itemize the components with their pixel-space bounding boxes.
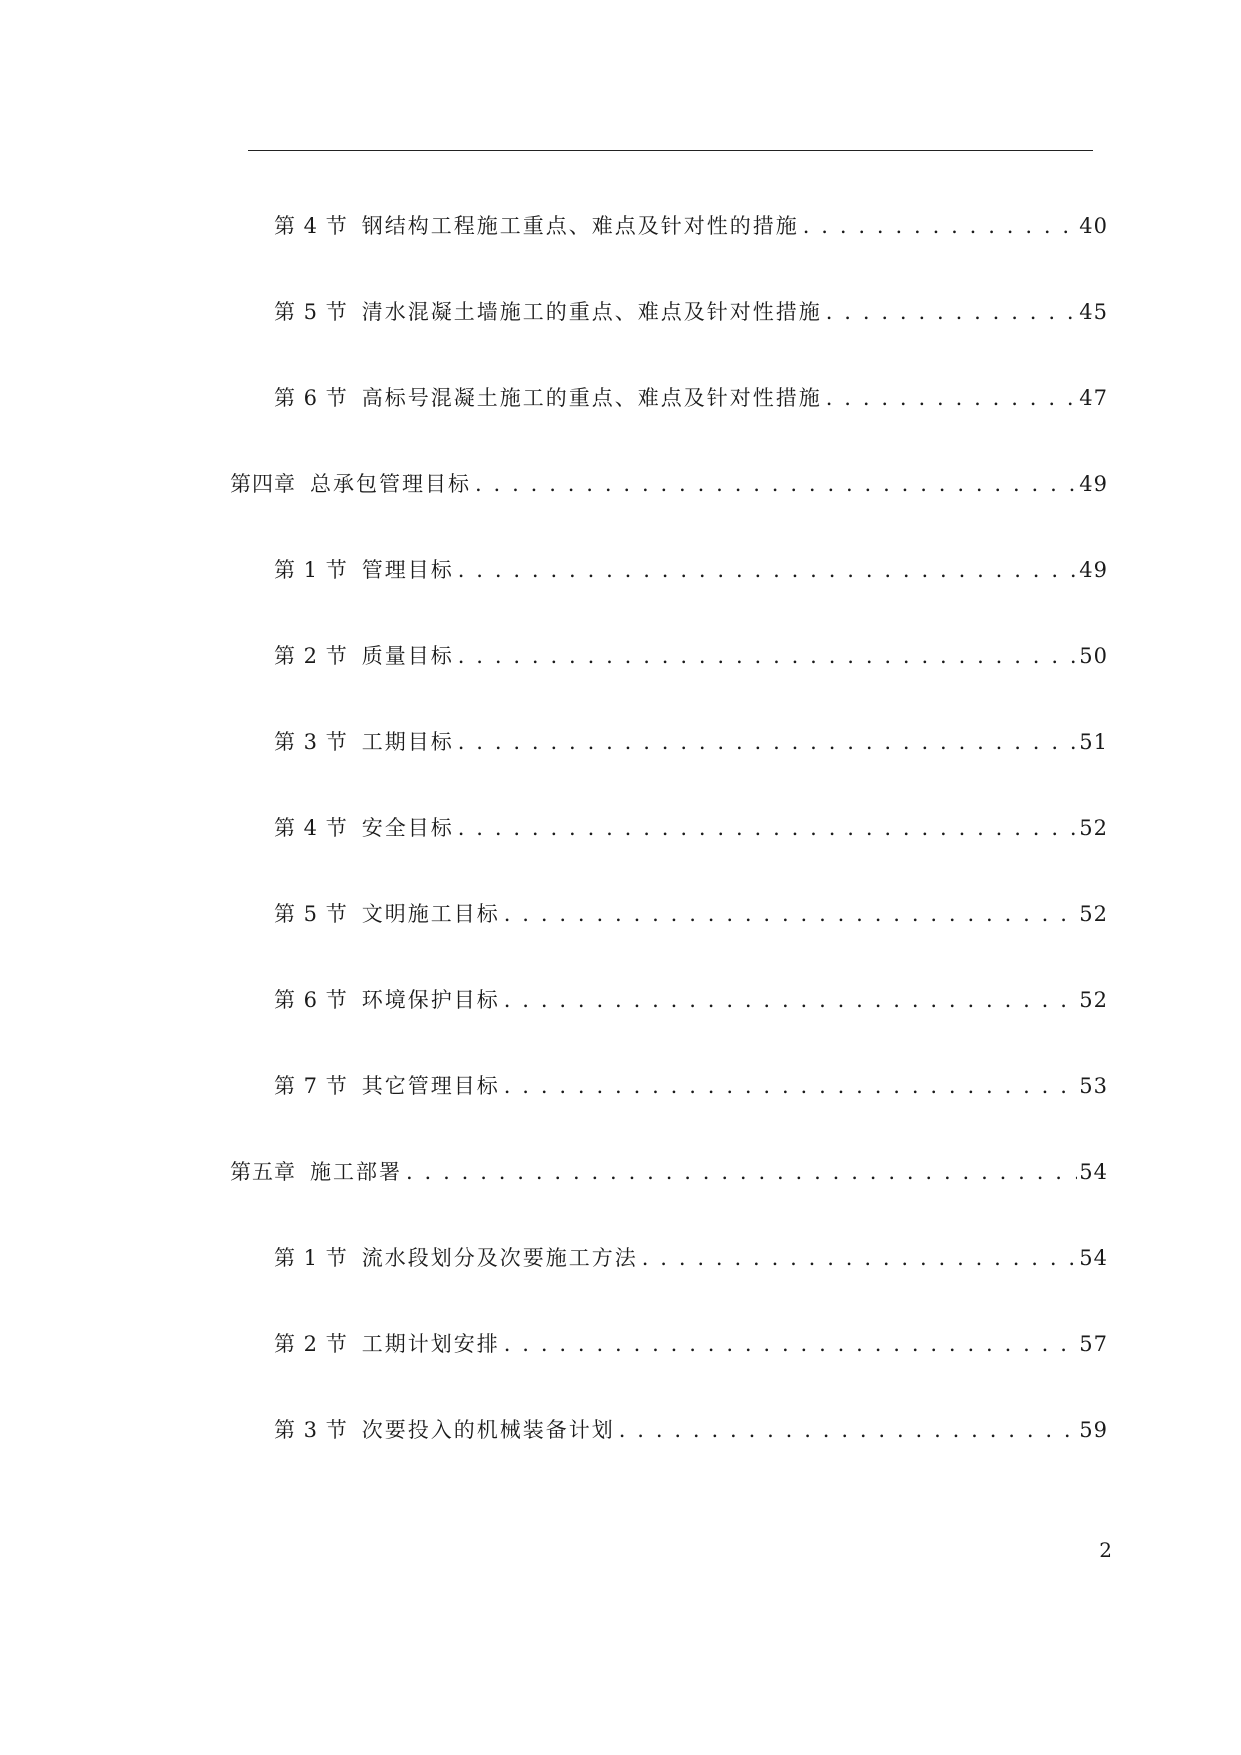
- toc-entry-page: 45: [1079, 300, 1108, 324]
- toc-entry-page: 54: [1079, 1160, 1108, 1184]
- toc-entry[interactable]: [274, 550, 1108, 590]
- dot-leader: [504, 894, 1078, 934]
- dot-leader: [458, 636, 1078, 676]
- toc-entry-page: 52: [1079, 902, 1108, 926]
- toc-entry-number: 第 5 节: [274, 300, 348, 324]
- toc-entry[interactable]: [274, 292, 1108, 332]
- toc-entry-page: 47: [1079, 386, 1108, 410]
- toc-entry[interactable]: [274, 722, 1108, 762]
- dot-leader: [475, 464, 1077, 504]
- toc-entry-title: 工期目标: [361, 730, 454, 754]
- toc-chapter-title: 施工部署: [310, 1160, 402, 1184]
- toc-entry[interactable]: [274, 808, 1108, 848]
- toc-entry[interactable]: [274, 1410, 1108, 1450]
- toc-entry-page: 57: [1079, 1332, 1108, 1356]
- toc-entry-page: 59: [1079, 1418, 1108, 1442]
- dot-leader: [826, 292, 1078, 332]
- toc-entry-title: 安全目标: [361, 816, 454, 840]
- toc-entry-page: 52: [1079, 816, 1108, 840]
- toc-entry-page: 52: [1079, 988, 1108, 1012]
- toc-entry-number: 第 3 节: [274, 1418, 348, 1442]
- dot-leader: [642, 1238, 1078, 1278]
- toc-entry[interactable]: [274, 1324, 1108, 1364]
- toc-entry-title: 文明施工目标: [361, 902, 500, 926]
- toc-entry[interactable]: [274, 1066, 1108, 1106]
- toc-entry-title: 流水段划分及次要施工方法: [361, 1246, 638, 1270]
- toc-entry[interactable]: [274, 636, 1108, 676]
- toc-chapter-number: 第五章: [230, 1160, 296, 1184]
- toc-entry-page: 50: [1079, 644, 1108, 668]
- dot-leader: [826, 378, 1078, 418]
- toc-entry-page: 53: [1079, 1074, 1108, 1098]
- toc-entry[interactable]: [274, 1238, 1108, 1278]
- toc-entry-number: 第 6 节: [274, 386, 348, 410]
- toc-entry-page: 51: [1079, 730, 1108, 754]
- toc-entry-number: 第 7 节: [274, 1074, 348, 1098]
- dot-leader: [504, 980, 1078, 1020]
- toc-entry-number: 第 4 节: [274, 816, 348, 840]
- dot-leader: [406, 1152, 1077, 1192]
- dot-leader: [803, 206, 1078, 246]
- toc-entry[interactable]: [274, 206, 1108, 246]
- toc-entry-page: 49: [1079, 472, 1108, 496]
- dot-leader: [619, 1410, 1078, 1450]
- toc-entry[interactable]: [274, 980, 1108, 1020]
- page-number: 2: [1099, 1538, 1112, 1562]
- toc-entry-title: 钢结构工程施工重点、难点及针对性的措施: [361, 214, 799, 238]
- toc-entry[interactable]: [274, 378, 1108, 418]
- toc-entry-number: 第 3 节: [274, 730, 348, 754]
- toc-entry-number: 第 1 节: [274, 1246, 348, 1270]
- toc-entry-title: 其它管理目标: [361, 1074, 500, 1098]
- toc-entry-title: 环境保护目标: [361, 988, 500, 1012]
- toc-entry-number: 第 4 节: [274, 214, 348, 238]
- dot-leader: [504, 1066, 1078, 1106]
- toc-entry-page: 54: [1079, 1246, 1108, 1270]
- toc-entry-title: 清水混凝土墙施工的重点、难点及针对性措施: [361, 300, 822, 324]
- dot-leader: [458, 808, 1078, 848]
- toc-entry-number: 第 1 节: [274, 558, 348, 582]
- toc-entry-number: 第 2 节: [274, 644, 348, 668]
- toc-chapter[interactable]: [230, 464, 1108, 504]
- dot-leader: [458, 550, 1078, 590]
- toc-entry-page: 40: [1079, 214, 1108, 238]
- dot-leader: [458, 722, 1078, 762]
- dot-leader: [504, 1324, 1078, 1364]
- toc-entry-title: 高标号混凝土施工的重点、难点及针对性措施: [361, 386, 822, 410]
- toc-entry-title: 管理目标: [361, 558, 454, 582]
- toc-chapter-title: 总承包管理目标: [310, 472, 471, 496]
- toc-entry-title: 次要投入的机械装备计划: [361, 1418, 615, 1442]
- toc-entry-page: 49: [1079, 558, 1108, 582]
- toc-entry-number: 第 2 节: [274, 1332, 348, 1356]
- toc-entry[interactable]: [274, 894, 1108, 934]
- toc-entry-title: 质量目标: [361, 644, 454, 668]
- toc-entry-number: 第 5 节: [274, 902, 348, 926]
- toc-chapter-number: 第四章: [230, 472, 296, 496]
- toc-entry-number: 第 6 节: [274, 988, 348, 1012]
- toc-entry-title: 工期计划安排: [361, 1332, 500, 1356]
- toc-chapter[interactable]: [230, 1152, 1108, 1192]
